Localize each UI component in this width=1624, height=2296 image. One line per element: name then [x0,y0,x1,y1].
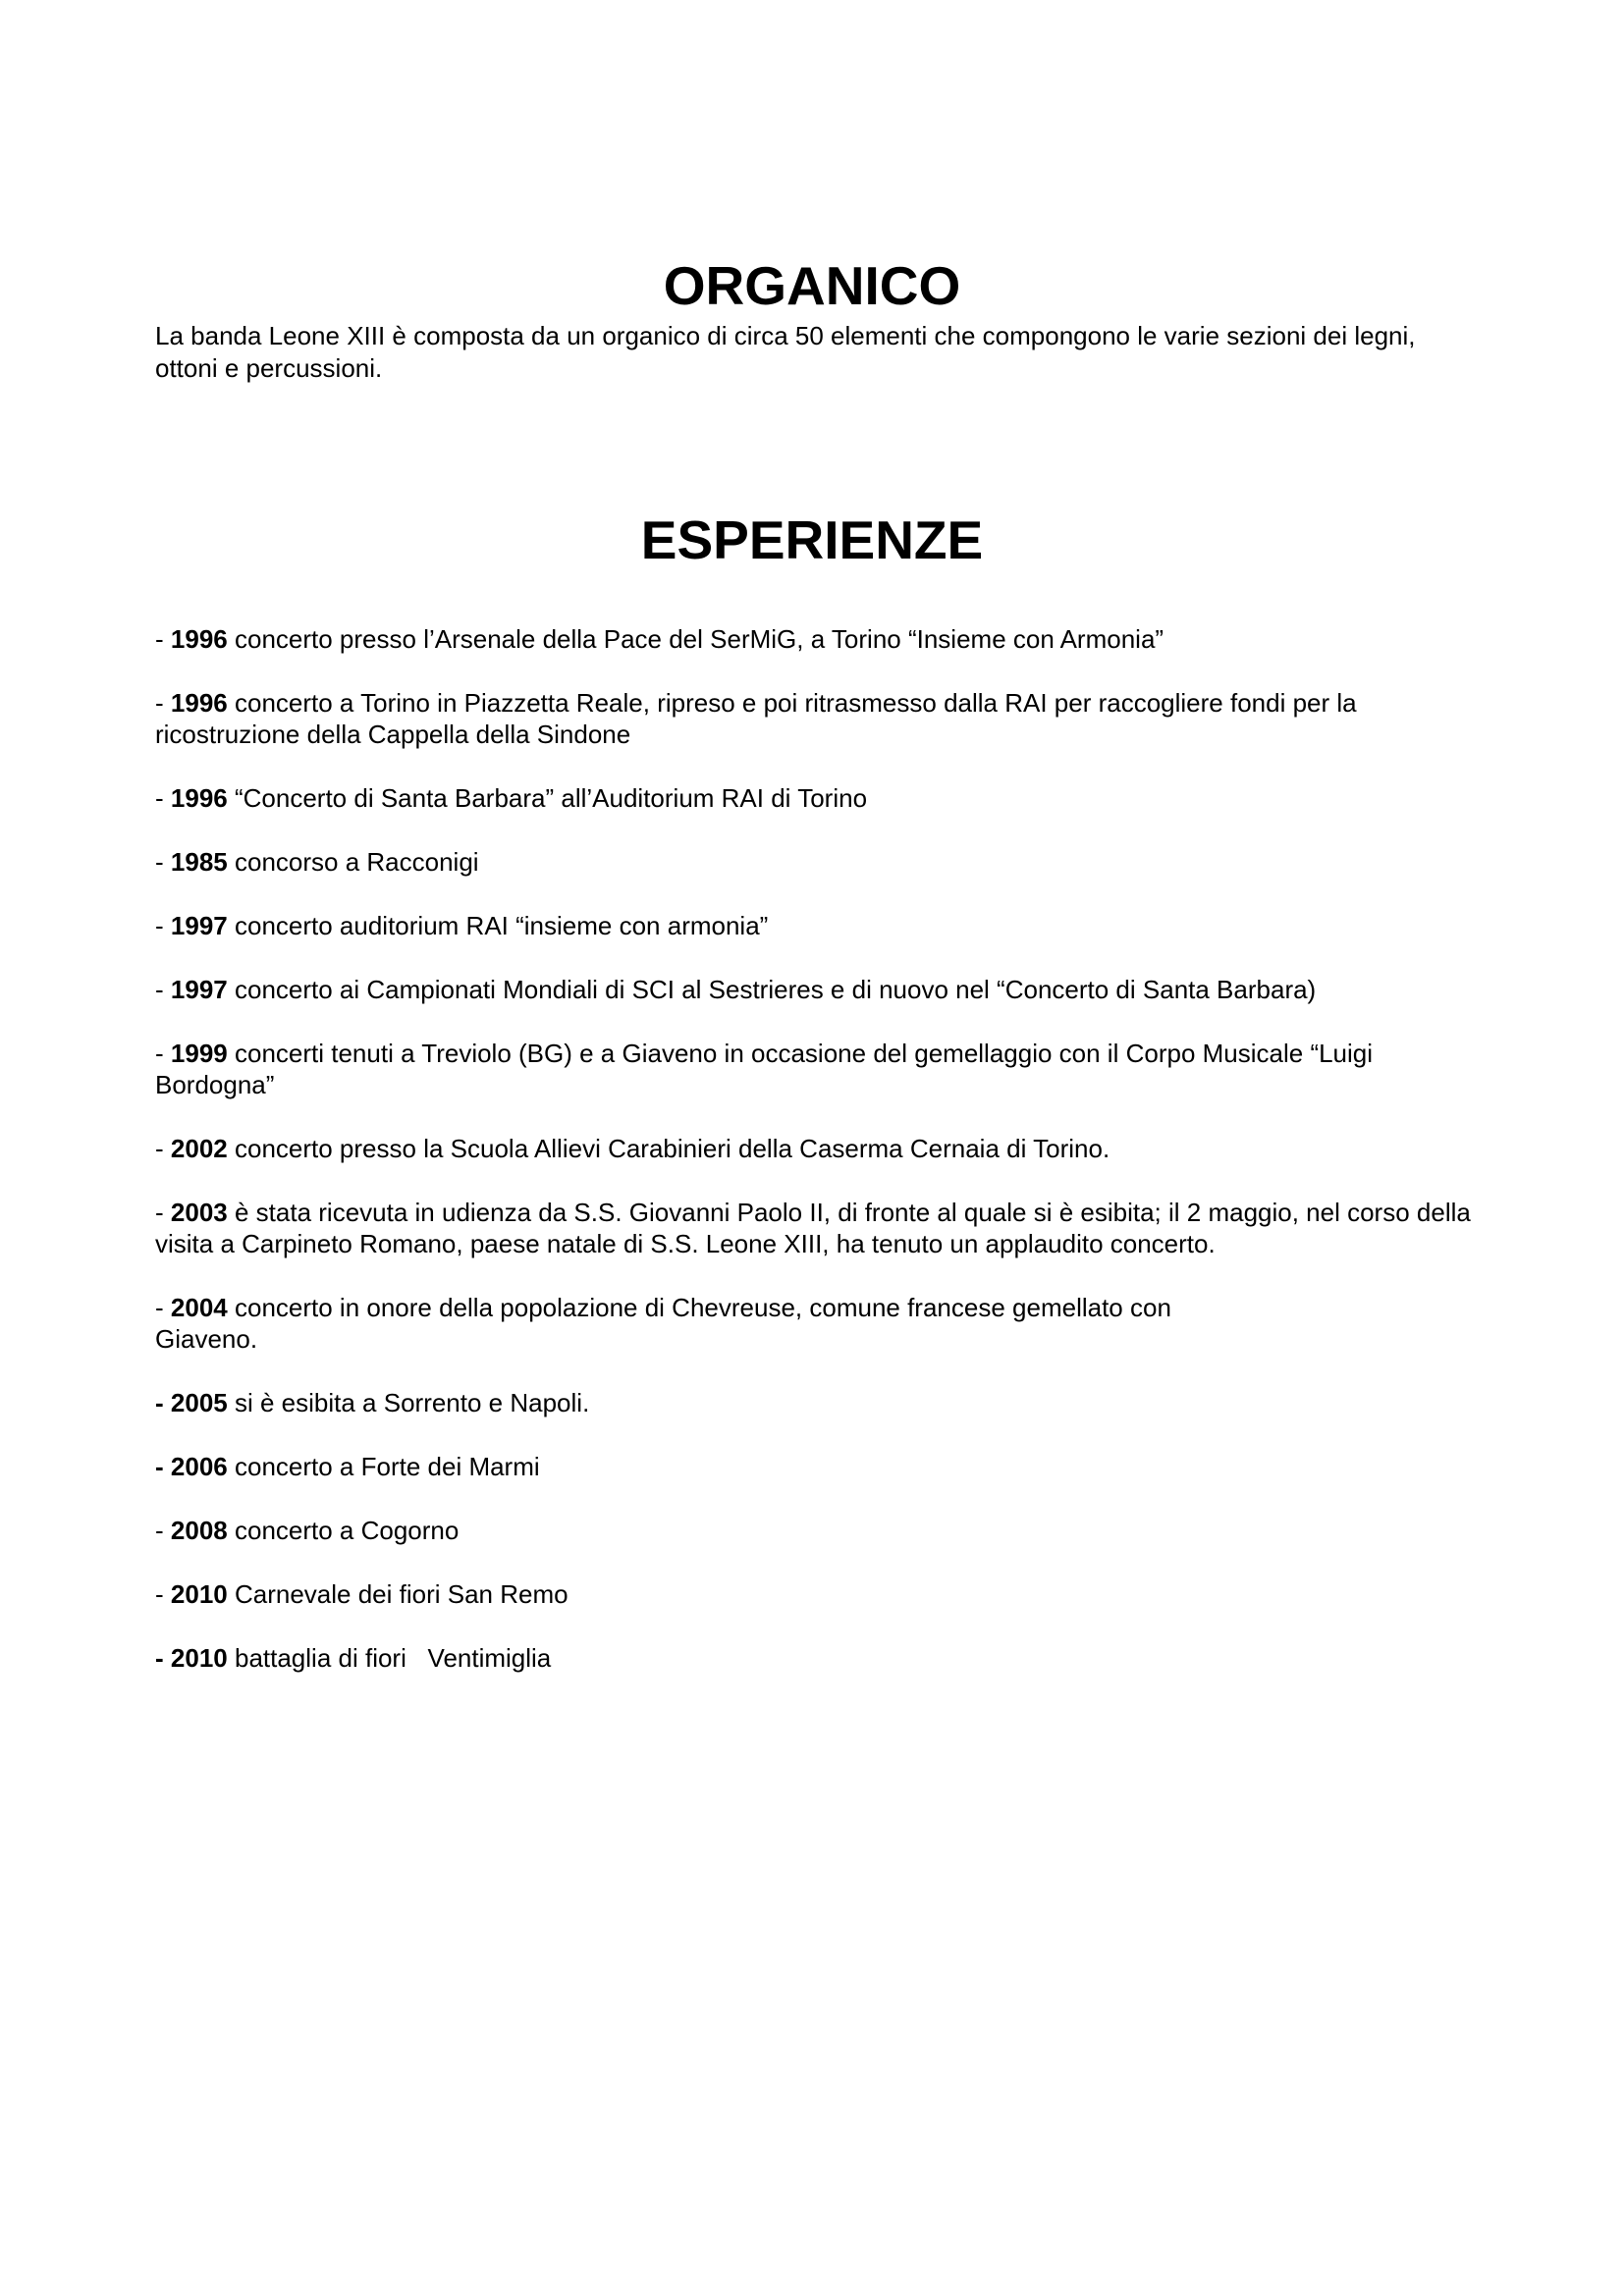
experience-item [155,1515,1471,1546]
item-year: 2003 [170,1198,228,1227]
item-dash: - [155,1039,164,1068]
item-year: 2010 [170,1579,228,1609]
experience-item [155,974,1471,1005]
experience-item [155,1578,1471,1610]
item-description: si è esibita a Sorrento e Napoli. [234,1388,590,1417]
experience-item [155,1292,1471,1355]
item-description: “Concerto di Santa Barbara” all’Auditorium RAI di Torino [234,783,868,813]
experience-item [155,1642,1471,1674]
item-description: concerto in onore della popolazione di Chevreuse, comune francese gemellato con Giaveno. [155,1293,1171,1354]
item-description: concerto ai Campionati Mondiali di SCI al Sestrieres e di nuovo nel “Concerto di Santa Barbara) [234,975,1317,1004]
item-description: Carnevale dei fiori San Remo [234,1579,568,1609]
item-description: concerti tenuti a Treviolo (BG) e a Giaveno in occasione del gemellaggio con il Corpo Musicale “Luigi Bordogna” [155,1039,1374,1099]
experience-item [155,1197,1471,1259]
item-dash: - [155,783,164,813]
item-year: 1996 [170,783,228,813]
item-year: 2008 [170,1516,228,1545]
item-description: concerto a Cogorno [234,1516,460,1545]
item-year: 1996 [170,688,228,718]
experience-item [155,687,1471,750]
item-year: 1996 [170,624,228,654]
item-dash: - [155,1198,164,1227]
item-dash: - [155,688,164,718]
item-description: è stata ricevuta in udienza da S.S. Giovanni Paolo II, di fronte al quale si è esibita; il 2 maggio, nel corso della visita a Carpineto Romano, paese natale di S.S. Leone XIII, ha tenuto un applaudito concerto. [155,1198,1471,1258]
experience-item [155,910,1471,941]
item-description: concerto presso la Scuola Allievi Carabinieri della Caserma Cernaia di Torino. [234,1134,1110,1163]
experience-item [155,1451,1471,1482]
item-dash: - [155,624,164,654]
item-description: concerto auditorium RAI “insieme con armonia” [234,911,769,940]
item-year: 1985 [170,847,228,877]
item-description: battaglia di fiori Ventimiglia [234,1643,552,1673]
item-year: 1999 [170,1039,228,1068]
item-year: 2006 [170,1452,228,1481]
item-dash: - [155,975,164,1004]
item-dash: - [155,911,164,940]
experience-item [155,1038,1471,1100]
item-year: 2005 [170,1388,228,1417]
item-year: 1997 [170,911,228,940]
experience-item [155,1133,1471,1164]
item-description: concorso a Racconigi [234,847,479,877]
item-year: 1997 [170,975,228,1004]
experience-item [155,782,1471,814]
item-year: 2004 [170,1293,228,1322]
item-dash: - [155,847,164,877]
item-description: concerto presso l’Arsenale della Pace del SerMiG, a Torino “Insieme con Armonia” [234,624,1164,654]
esperienze-title: ESPERIENZE [640,509,984,570]
item-dash: - [155,1134,164,1163]
item-dash: - [155,1579,164,1609]
item-dash: - [155,1643,164,1673]
experience-item [155,623,1471,655]
experience-item [155,1387,1471,1418]
item-description: concerto a Forte dei Marmi [234,1452,540,1481]
organico-title: ORGANICO [663,255,961,316]
item-year: 2002 [170,1134,228,1163]
experience-list [155,623,1471,1706]
item-description: concerto a Torino in Piazzetta Reale, ripreso e poi ritrasmesso dalla RAI per raccogliere fondi per la ricostruzione della Cappella della Sindone [155,688,1357,749]
item-dash: - [155,1293,164,1322]
item-year: 2010 [170,1643,228,1673]
item-dash: - [155,1388,164,1417]
item-dash: - [155,1452,164,1481]
organico-description: La banda Leone XIII è composta da un organico di circa 50 elementi che compongono le varie sezioni dei legni, ottoni e percussioni. [155,321,1416,383]
item-dash: - [155,1516,164,1545]
experience-item [155,846,1471,878]
